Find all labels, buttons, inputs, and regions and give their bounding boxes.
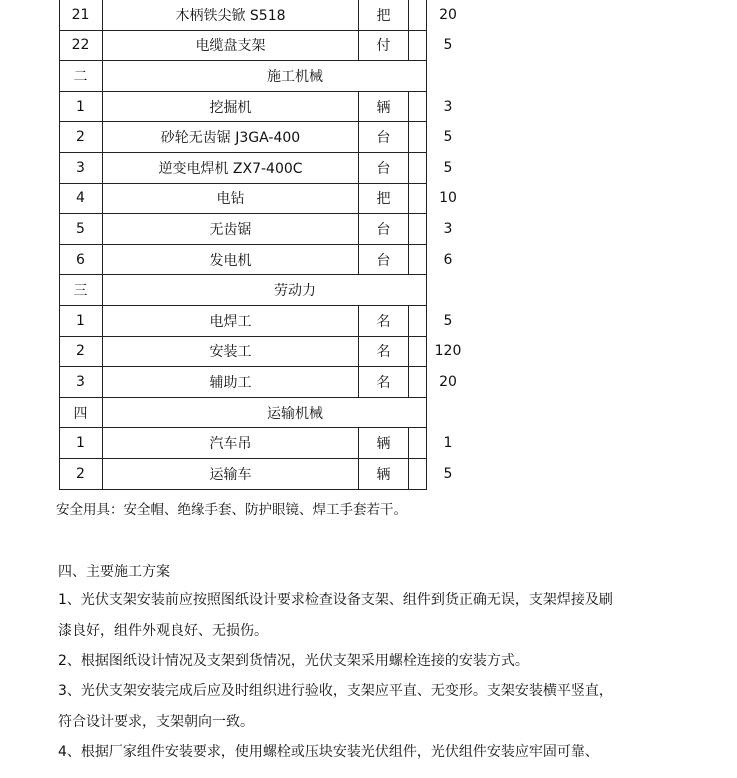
item-unit: 台 <box>359 153 409 183</box>
table-row <box>59 0 457 31</box>
item-quantity: 5 <box>443 159 453 176</box>
item-name: 发电机 <box>103 245 359 275</box>
item-quantity: 5 <box>443 465 453 482</box>
row-number: 四 <box>59 398 103 428</box>
paragraph-1: 1、光伏支架安装前应按照图纸设计要求检查设备支架、组件到货正确无误，支架焊接及刷漆良好，组件外观良好、无损伤。 <box>58 592 613 639</box>
item-name: 电焊工 <box>103 306 359 336</box>
row-number: 2 <box>59 337 103 367</box>
section-label: 劳动力 <box>274 283 316 300</box>
section-label: 施工机械 <box>267 68 323 85</box>
row-number: 1 <box>59 428 103 458</box>
item-name: 辅助工 <box>103 367 359 397</box>
row-number: 三 <box>59 275 103 305</box>
table-row <box>59 153 453 184</box>
item-unit: 辆 <box>359 428 409 458</box>
item-name: 电钻 <box>103 184 359 214</box>
table-row <box>59 459 453 490</box>
item-unit: 付 <box>359 31 409 61</box>
item-name: 挖掘机 <box>103 92 359 122</box>
row-number: 22 <box>59 31 103 61</box>
paragraph-3: 3、光伏支架安装完成后应及时组织进行验收，支架应平直、无变形。支架安装横平竖直，符合设计要求，支架朝向一致。 <box>58 683 613 730</box>
item-quantity: 5 <box>443 37 453 54</box>
materials-table <box>59 0 462 490</box>
item-quantity: 20 <box>439 373 457 390</box>
item-unit: 把 <box>359 0 409 30</box>
table-row <box>59 245 453 276</box>
item-quantity: 3 <box>443 220 453 237</box>
paragraph-2: 2、根据图纸设计情况及支架到货情况，光伏支架采用螺栓连接的安装方式。 <box>58 653 529 669</box>
row-number: 二 <box>59 61 103 91</box>
item-unit: 台 <box>359 122 409 152</box>
row-number: 2 <box>59 122 103 152</box>
row-number: 21 <box>59 0 103 30</box>
row-number: 3 <box>59 367 103 397</box>
table-row <box>59 367 457 398</box>
row-number: 5 <box>59 214 103 244</box>
paragraph-4: 4、根据厂家组件安装要求，使用螺栓或压块安装光伏组件，光伏组件安装应牢固可靠、 <box>58 744 599 760</box>
item-quantity: 6 <box>443 251 453 268</box>
item-quantity: 10 <box>439 190 457 207</box>
item-quantity: 3 <box>443 98 453 115</box>
item-quantity: 1 <box>443 435 453 452</box>
item-unit: 名 <box>359 337 409 367</box>
item-unit: 把 <box>359 184 409 214</box>
table-row <box>59 214 453 245</box>
item-unit: 辆 <box>359 459 409 489</box>
section-label: 运输机械 <box>267 405 323 422</box>
item-unit: 名 <box>359 306 409 336</box>
item-quantity: 20 <box>439 6 457 23</box>
row-number: 3 <box>59 153 103 183</box>
table-row <box>59 428 453 459</box>
section-title: 四、主要施工方案 <box>58 564 170 580</box>
table-row <box>59 306 453 337</box>
item-name: 运输车 <box>103 459 359 489</box>
item-unit: 台 <box>359 214 409 244</box>
item-unit: 台 <box>359 245 409 275</box>
section-row <box>59 275 427 306</box>
item-unit: 辆 <box>359 92 409 122</box>
item-name: 砂轮无齿锯 J3GA-400 <box>103 122 359 152</box>
table-row <box>59 184 457 215</box>
row-number: 1 <box>59 92 103 122</box>
item-unit: 名 <box>359 367 409 397</box>
item-name: 逆变电焊机 ZX7-400C <box>103 153 359 183</box>
row-number: 1 <box>59 306 103 336</box>
table-row <box>59 92 453 123</box>
item-quantity: 5 <box>443 129 453 146</box>
row-number: 4 <box>59 184 103 214</box>
item-name: 汽车吊 <box>103 428 359 458</box>
row-number: 2 <box>59 459 103 489</box>
item-name: 木柄铁尖锨 S518 <box>103 0 359 30</box>
item-quantity: 120 <box>434 343 462 360</box>
item-quantity: 5 <box>443 312 453 329</box>
safety-note: 安全用具：安全帽、绝缘手套、防护眼镜、焊工手套若干。 <box>56 502 407 518</box>
row-number: 6 <box>59 245 103 275</box>
item-name: 无齿锯 <box>103 214 359 244</box>
section-row <box>59 61 427 92</box>
table-row <box>59 122 453 153</box>
item-name: 电缆盘支架 <box>103 31 359 61</box>
item-name: 安装工 <box>103 337 359 367</box>
table-row <box>59 31 453 62</box>
section-row <box>59 398 427 429</box>
table-row <box>59 337 462 368</box>
